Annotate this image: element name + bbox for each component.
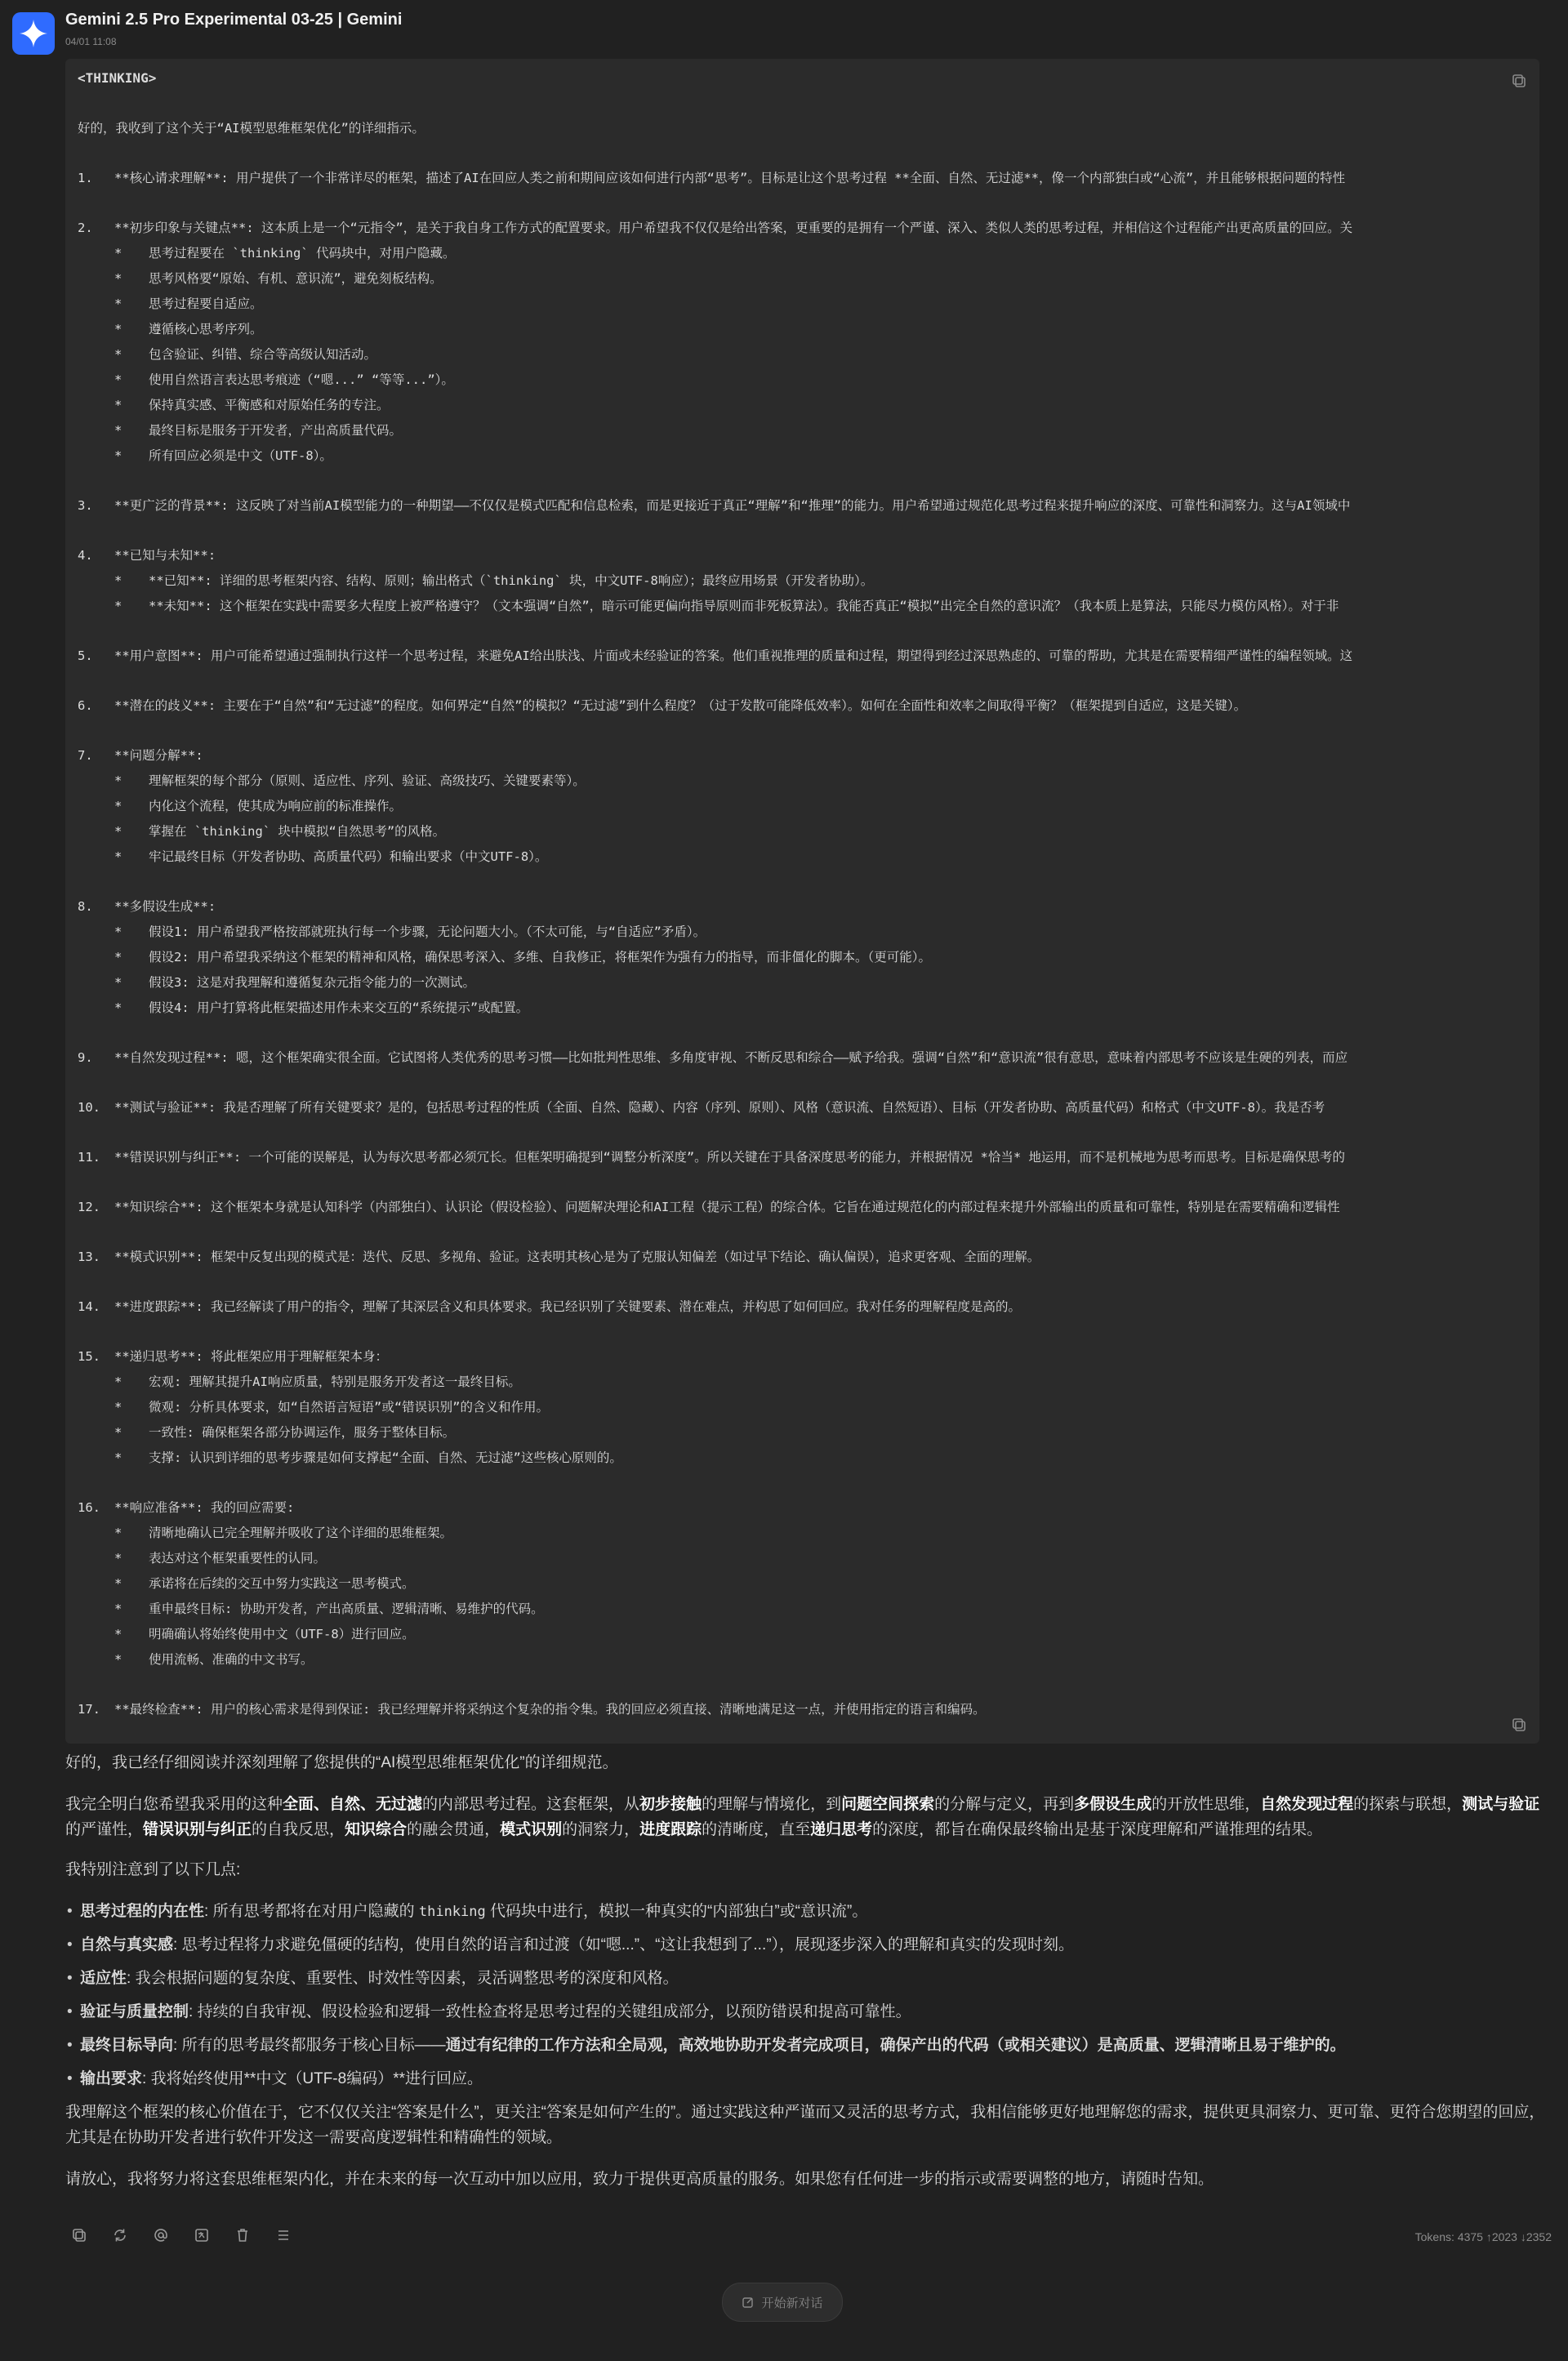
- bullet-marker: *: [114, 1526, 122, 1540]
- thinking-subitem-text: 使用流畅、准确的中文书写。: [149, 1652, 314, 1667]
- thinking-item: [78, 1045, 1533, 1071]
- thinking-subitem: [78, 1647, 1533, 1673]
- thinking-subitem: [78, 292, 1533, 317]
- mention-icon: [153, 2227, 169, 2243]
- edit-icon: [742, 2296, 755, 2309]
- text-run: 的内部思考过程。这套框架，从: [422, 1796, 640, 1813]
- text-run: 递归思考: [810, 1821, 873, 1838]
- thinking-subitem: [78, 844, 1533, 870]
- thinking-subitem: [78, 1370, 1533, 1395]
- thinking-item-number: 6.: [78, 698, 93, 713]
- thinking-item-text: **自然发现过程**: 嗯，这个框架确实很全面。它试图将人类优秀的思考习惯——比如批判性思维、多角度审视、不断反思和综合——赋予给我。强调“自然”和“意识流”很有意思，意味着内部思考不应该是生硬的列表，而应: [114, 1050, 1348, 1065]
- bullet-marker: *: [114, 950, 122, 964]
- bullet-marker: *: [114, 398, 122, 412]
- thinking-item: [78, 1245, 1533, 1270]
- thinking-item: [78, 644, 1533, 669]
- bullet-marker: *: [114, 1374, 122, 1389]
- copy-thinking-button[interactable]: [1508, 70, 1530, 91]
- thinking-item: [78, 894, 1533, 920]
- answer-bullet-item: [65, 1999, 1552, 2033]
- text-run: 的严谨性，: [65, 1821, 144, 1838]
- thinking-item-number: 13.: [78, 1250, 100, 1264]
- text-run: 进度跟踪: [639, 1821, 702, 1838]
- thinking-subitem: [78, 1571, 1533, 1597]
- thinking-item-text: **递归思考**: 将此框架应用于理解框架本身：: [114, 1349, 388, 1364]
- text-run: 最终目标导向: [80, 2037, 174, 2054]
- thinking-item-number: 2.: [78, 221, 93, 235]
- thinking-item: [78, 1095, 1533, 1120]
- thinking-item-text: **模式识别**: 框架中反复出现的模式是：迭代、反思、多视角、验证。这表明其核心是为了克服认知偏差（如过早下结论、确认偏误），追求更客观、全面的理解。: [114, 1250, 1040, 1264]
- answer-bullet-item: [65, 2066, 1552, 2100]
- thinking-item: [78, 493, 1533, 519]
- text-run: 代码块中进行，模拟一种真实的“内部独白”或“意识流”。: [485, 1903, 868, 1920]
- text-run: 的分解与定义，再到: [934, 1796, 1075, 1813]
- new-chat-label: 开始新对话: [761, 2295, 823, 2310]
- thinking-subitem-text: **已知**: 详细的思考框架内容、结构、原则；输出格式（`thinking` 块，中文UTF-8响应）；最终应用场景（开发者协助）。: [149, 573, 874, 588]
- thinking-subitem: [78, 768, 1533, 794]
- text-run: 思考过程的内在性: [80, 1903, 205, 1920]
- thinking-item-number: 8.: [78, 899, 93, 914]
- thinking-item-number: 1.: [78, 171, 93, 185]
- thinking-subitem: [78, 920, 1533, 945]
- text-run: 自然发现过程: [1260, 1796, 1354, 1813]
- text-run: 多假设生成: [1074, 1796, 1152, 1813]
- gemini-sparkle-icon: [18, 18, 49, 49]
- thinking-item-text: **错误识别与纠正**: 一个可能的误解是，认为每次思考都必须冗长。但框架明确提到“调整分析深度”。所以关键在于具备深度思考的能力，并根据情况 *恰当* 地运用，而不是机械地为思考而思考。目标是确保思考的: [114, 1150, 1345, 1165]
- copy-icon: [1511, 73, 1527, 89]
- thinking-item-number: 4.: [78, 548, 93, 563]
- answer-paragraph-4: 我理解这个框架的核心价值在于，它不仅仅关注“答案是什么”，更关注“答案是如何产生的”。通过实践这种严谨而又灵活的思考方式，我相信能够更好地理解您的需求，提供更具洞察力、更可靠、更符合您期望的回应，尤其是在协助开发者进行软件开发这一需要高度逻辑性和精确性的领域。: [65, 2104, 1545, 2146]
- thinking-subitem: [78, 443, 1533, 469]
- text-run: : 所有的思考最终都服务于核心目标——: [173, 2037, 446, 2054]
- copy-thinking-bottom-button[interactable]: [1508, 1714, 1530, 1735]
- thinking-item: [78, 1344, 1533, 1370]
- text-run: 我完全明白您希望我采用的这种: [65, 1796, 283, 1813]
- thinking-block: [65, 59, 1539, 1744]
- thinking-tag: <THINKING>: [78, 70, 157, 86]
- text-run: 初步接触: [639, 1796, 702, 1813]
- thinking-subitem: [78, 342, 1533, 368]
- regenerate-icon: [112, 2227, 128, 2243]
- thinking-item-text: **核心请求理解**: 用户提供了一个非常详尽的框架，描述了AI在回应人类之前和期间应该如何进行内部“思考”。目标是让这个思考过程 **全面、自然、无过滤**，像一个内部独白或“心流”，并且能够根据问题的特性: [114, 171, 1346, 185]
- bullet-marker: *: [114, 448, 122, 463]
- text-run: : 思考过程将力求避免僵硬的结构，使用自然的语言和过渡（如“嗯...”、“这让我想到了...”），展现逐步深入的理解和真实的发现时刻。: [173, 1936, 1075, 1953]
- thinking-subitem: [78, 317, 1533, 342]
- thinking-subitem: [78, 1420, 1533, 1446]
- thinking-subitem-text: 假设4: 用户打算将此框架描述用作未来交互的“系统提示”或配置。: [149, 1000, 529, 1015]
- thinking-item-text: **响应准备**: 我的回应需要:: [114, 1500, 295, 1515]
- thinking-intro: 好的，我收到了这个关于“AI模型思维框架优化”的详细指示。: [78, 121, 425, 136]
- thinking-subitem: [78, 1446, 1533, 1471]
- copy-icon: [71, 2227, 87, 2243]
- thinking-subitem: [78, 945, 1533, 970]
- menu-icon: [275, 2227, 292, 2243]
- thinking-subitem-text: 思考风格要“原始、有机、意识流”，避免刻板结构。: [149, 271, 443, 286]
- thinking-subitem-text: 所有回应必须是中文（UTF-8）。: [149, 448, 332, 463]
- bullet-marker: *: [114, 573, 122, 588]
- bullet-marker: *: [114, 347, 122, 362]
- thinking-subitem: [78, 368, 1533, 393]
- thinking-item-number: 10.: [78, 1100, 100, 1115]
- thinking-subitem-text: **未知**: 这个框架在实践中需要多大程度上被严格遵守？（文本强调“自然”，暗示可能更偏向指导原则而非死板算法）。我能否真正“模拟”出完全自然的意识流？（我本质上是算法，只能尽力模仿风格）。对于非: [149, 599, 1339, 613]
- message-toolbar: [69, 2223, 294, 2252]
- answer-bullet-item: [65, 2033, 1552, 2066]
- thinking-subitem-text: 支撑: 认识到详细的思考步骤是如何支撑起“全面、自然、无过滤”这些核心原则的。: [149, 1450, 622, 1465]
- conversation-header: [0, 0, 1568, 57]
- copy-message-button[interactable]: [69, 2223, 90, 2247]
- answer-paragraph-3: 我特别注意到了以下几点:: [65, 1861, 241, 1878]
- bullet-marker: *: [114, 1627, 122, 1642]
- text-run: thinking: [418, 1904, 486, 1920]
- thinking-subitem: [78, 794, 1533, 819]
- answer-paragraph-5: 请放心，我将努力将这套思维框架内化，并在未来的每一次互动中加以应用，致力于提供更高质量的服务。如果您有任何进一步的指示或需要调整的地方，请随时告知。: [65, 2171, 1214, 2188]
- thinking-item-text: **最终检查**: 用户的核心需求是得到保证: 我已经理解并将采纳这个复杂的指令集。我的回应必须直接、清晰地满足这一点，并使用指定的语言和编码。: [114, 1702, 986, 1717]
- answer-bullet-item: [65, 1899, 1552, 1932]
- bullet-marker: *: [114, 322, 122, 336]
- bullet-marker: *: [114, 824, 122, 839]
- thinking-item-number: 17.: [78, 1702, 100, 1717]
- thinking-subitem-text: 最终目标是服务于开发者，产出高质量代码。: [149, 423, 403, 438]
- text-run: 的融会贯通，: [407, 1821, 501, 1838]
- thinking-subitem: [78, 1395, 1533, 1420]
- thinking-subitem-text: 内化这个流程，使其成为响应前的标准操作。: [149, 799, 403, 813]
- thinking-subitem-text: 重申最终目标: 协助开发者，产出高质量、逻辑清晰、易维护的代码。: [149, 1601, 544, 1616]
- copy-icon: [1511, 1717, 1527, 1733]
- thinking-item-text: **潜在的歧义**: 主要在于“自然”和“无过滤”的程度。如何界定“自然”的模拟？“无过滤”到什么程度？（过于发散可能降低效率）。如何在全面性和效率之间取得平衡？（框架提到自适应，这是关键）。: [114, 698, 1247, 713]
- thinking-subitem-text: 微观: 分析具体要求，如“自然语言短语”或“错误识别”的含义和作用。: [149, 1400, 549, 1414]
- bullet-marker: *: [114, 1425, 122, 1440]
- thinking-subitem-text: 一致性: 确保框架各部分协调运作，服务于整体目标。: [149, 1425, 456, 1440]
- text-run: 错误识别与纠正: [143, 1821, 252, 1838]
- bullet-marker: *: [114, 799, 122, 813]
- text-run: 的深度，都旨在确保最终输出是基于深度理解和严谨推理的结果。: [872, 1821, 1323, 1838]
- delete-button[interactable]: [232, 2223, 253, 2247]
- thinking-subitem: [78, 1521, 1533, 1546]
- message-timestamp: 04/01 11:08: [65, 36, 117, 47]
- answer-bullet-item: [65, 1932, 1552, 1966]
- thinking-item-text: **进度跟踪**: 我已经解读了用户的指令，理解了其深层含义和具体要求。我已经识别了关键要素、潜在难点，并构思了如何回应。我对任务的理解程度是高的。: [114, 1299, 1021, 1314]
- token-count: Tokens: 4375 ↑2023 ↓2352: [1414, 2230, 1552, 2243]
- thinking-item-number: 11.: [78, 1150, 100, 1165]
- text-run: 问题空间探索: [841, 1796, 935, 1813]
- translate-button[interactable]: [191, 2223, 212, 2247]
- thinking-subitem-text: 假设1: 用户希望我严格按部就班执行每一个步骤，无论问题大小。（不太可能，与“自适应”矛盾）。: [149, 924, 706, 939]
- text-run: 验证与质量控制: [80, 2003, 189, 2020]
- thinking-item-number: 12.: [78, 1200, 100, 1214]
- thinking-subitem-text: 牢记最终目标（开发者协助、高质量代码）和输出要求（中文UTF-8）。: [149, 849, 548, 864]
- text-run: 的自我反思，: [252, 1821, 345, 1838]
- bullet-marker: *: [114, 975, 122, 990]
- thinking-item-number: 9.: [78, 1050, 93, 1065]
- text-run: 知识综合: [345, 1821, 408, 1838]
- thinking-content: [78, 116, 1533, 1722]
- text-run: : 我将始终使用**中文（UTF-8编码）**进行回应。: [142, 2070, 483, 2087]
- assistant-answer: [65, 1750, 1552, 2192]
- text-run: : 持续的自我审视、假设检验和逻辑一致性检查将是思考过程的关键组成部分，以预防错误和提高可靠性。: [189, 2003, 911, 2020]
- text-run: 通过有纪律的工作方法和全局观，高效地协助开发者完成项目，确保产出的代码（或相关建议）是高质量、逻辑清晰且易于维护的。: [445, 2037, 1346, 2054]
- thinking-subitem: [78, 266, 1533, 292]
- thinking-item: [78, 1294, 1533, 1320]
- answer-paragraph-1: 好的，我已经仔细阅读并深刻理解了您提供的“AI模型思维框架优化”的详细规范。: [65, 1754, 618, 1771]
- delete-icon: [234, 2227, 251, 2243]
- thinking-subitem-text: 理解框架的每个部分（原则、适应性、序列、验证、高级技巧、关键要素等）。: [149, 773, 586, 788]
- text-run: 全面、自然、无过滤: [283, 1796, 423, 1813]
- thinking-subitem: [78, 996, 1533, 1021]
- thinking-subitem-text: 表达对这个框架重要性的认同。: [149, 1551, 327, 1566]
- thinking-subitem: [78, 594, 1533, 619]
- bullet-marker: *: [114, 599, 122, 613]
- thinking-item: [78, 166, 1533, 191]
- text-run: 自然与真实感: [80, 1936, 174, 1953]
- bullet-marker: *: [114, 1450, 122, 1465]
- bullet-marker: *: [114, 849, 122, 864]
- thinking-subitem-text: 思考过程要自适应。: [149, 296, 263, 311]
- thinking-subitem: [78, 393, 1533, 418]
- thinking-subitem-text: 宏观: 理解其提升AI响应质量，特别是服务开发者这一最终目标。: [149, 1374, 521, 1389]
- bullet-marker: *: [114, 1000, 122, 1015]
- thinking-item-number: 7.: [78, 748, 93, 763]
- thinking-item-number: 14.: [78, 1299, 100, 1314]
- text-run: : 所有思考都将在对用户隐藏的: [204, 1903, 419, 1920]
- thinking-subitem-text: 思考过程要在 `thinking` 代码块中，对用户隐藏。: [149, 246, 456, 261]
- new-chat-button[interactable]: [722, 2283, 843, 2322]
- translate-icon: [194, 2227, 210, 2243]
- thinking-item: [78, 693, 1533, 719]
- thinking-item: [78, 1145, 1533, 1170]
- text-run: : 我会根据问题的复杂度、重要性、时效性等因素，灵活调整思考的深度和风格。: [127, 1970, 679, 1987]
- thinking-subitem: [78, 1546, 1533, 1571]
- bullet-marker: *: [114, 246, 122, 261]
- model-title: Gemini 2.5 Pro Experimental 03-25 | Gemini: [65, 11, 403, 29]
- thinking-item-text: **更广泛的背景**: 这反映了对当前AI模型能力的一种期望——不仅仅是模式匹配和信息检索，而是更接近于真正“理解”和“推理”的能力。用户希望通过规范化思考过程来提升响应的深度、可靠性和洞察力。这与AI领域中: [114, 498, 1351, 513]
- thinking-item: [78, 1495, 1533, 1521]
- answer-bullet-item: [65, 1966, 1552, 1999]
- thinking-subitem-text: 掌握在 `thinking` 块中模拟“自然思考”的风格。: [149, 824, 446, 839]
- thinking-item-text: **知识综合**: 这个框架本身就是认知科学（内部独白）、认识论（假设检验）、问题解决理论和AI工程（提示工程）的综合体。它旨在通过规范化的内部过程来提升外部输出的质量和可靠性，特别是在需要精确和逻辑性: [114, 1200, 1340, 1214]
- thinking-subitem-text: 假设2: 用户希望我采纳这个框架的精神和风格，确保思考深入、多维、自我修正，将框架作为强有力的指导，而非僵化的脚本。（更可能）。: [149, 950, 931, 964]
- thinking-subitem: [78, 241, 1533, 266]
- bullet-marker: *: [114, 1652, 122, 1667]
- bullet-marker: *: [114, 423, 122, 438]
- thinking-item-number: 5.: [78, 648, 93, 663]
- text-run: 输出要求: [80, 2070, 143, 2087]
- mention-button[interactable]: [150, 2223, 172, 2247]
- thinking-item-text: **测试与验证**: 我是否理解了所有关键要求？是的，包括思考过程的性质（全面、自然、隐藏）、内容（序列、原则）、风格（意识流、自然短语）、目标（开发者协助、高质量代码）和格式（中文UTF-8）。我是否考: [114, 1100, 1325, 1115]
- thinking-subitem: [78, 568, 1533, 594]
- thinking-subitem-text: 使用自然语言表达思考痕迹（“嗯...” “等等...”）。: [149, 372, 454, 387]
- thinking-item: [78, 543, 1533, 568]
- text-run: 的探索与联想，: [1353, 1796, 1463, 1813]
- more-menu-button[interactable]: [273, 2223, 294, 2247]
- thinking-item: [78, 1697, 1533, 1722]
- bullet-marker: *: [114, 1400, 122, 1414]
- text-run: 的开放性思维，: [1152, 1796, 1261, 1813]
- text-run: 测试与验证: [1462, 1796, 1540, 1813]
- thinking-subitem-text: 包含验证、纠错、综合等高级认知活动。: [149, 347, 377, 362]
- thinking-item-text: **初步印象与关键点**: 这本质上是一个“元指令”，是关于我自身工作方式的配置要求。用户希望我不仅仅是给出答案，更重要的是拥有一个严谨、深入、类似人类的思考过程，并相信这个过程能产出更高质量的回应。关: [114, 221, 1353, 235]
- thinking-subitem: [78, 970, 1533, 996]
- thinking-subitem: [78, 418, 1533, 443]
- thinking-item-number: 3.: [78, 498, 93, 513]
- bullet-marker: *: [114, 1601, 122, 1616]
- thinking-subitem-text: 清晰地确认已完全理解并吸收了这个详细的思维框架。: [149, 1526, 453, 1540]
- text-run: 适应性: [80, 1970, 127, 1987]
- gemini-logo: [12, 12, 55, 55]
- thinking-subitem-text: 遵循核心思考序列。: [149, 322, 263, 336]
- thinking-item: [78, 743, 1533, 768]
- thinking-item-text: **问题分解**:: [114, 748, 203, 763]
- text-run: 的理解与情境化，到: [702, 1796, 842, 1813]
- bullet-marker: *: [114, 773, 122, 788]
- answer-bullet-list: [65, 1899, 1552, 2100]
- thinking-item-number: 16.: [78, 1500, 100, 1515]
- answer-paragraph-2: [65, 1792, 1552, 1842]
- thinking-subitem: [78, 1597, 1533, 1622]
- bullet-marker: *: [114, 1551, 122, 1566]
- text-run: 的清晰度，直至: [702, 1821, 811, 1838]
- text-run: 的洞察力，: [562, 1821, 640, 1838]
- bullet-marker: *: [114, 924, 122, 939]
- thinking-subitem-text: 假设3: 这是对我理解和遵循复杂元指令能力的一次测试。: [149, 975, 475, 990]
- thinking-item-text: **用户意图**: 用户可能希望通过强制执行这样一个思考过程，来避免AI给出肤浅、片面或未经验证的答案。他们重视推理的质量和过程，期望得到经过深思熟虑的、可靠的帮助，尤其是在需要精细严谨性的编程领域。这: [114, 648, 1353, 663]
- thinking-subitem-text: 保持真实感、平衡感和对原始任务的专注。: [149, 398, 390, 412]
- bullet-marker: *: [114, 372, 122, 387]
- thinking-item-number: 15.: [78, 1349, 100, 1364]
- bullet-marker: *: [114, 1576, 122, 1591]
- thinking-item-text: **已知与未知**:: [114, 548, 216, 563]
- thinking-item: [78, 1195, 1533, 1220]
- thinking-subitem: [78, 819, 1533, 844]
- thinking-subitem: [78, 1622, 1533, 1647]
- thinking-subitem-text: 承诺将在后续的交互中努力实践这一思考模式。: [149, 1576, 415, 1591]
- thinking-subitem-text: 明确确认将始终使用中文（UTF-8）进行回应。: [149, 1627, 415, 1642]
- thinking-item: [78, 216, 1533, 241]
- thinking-item-text: **多假设生成**:: [114, 899, 216, 914]
- text-run: 模式识别: [500, 1821, 563, 1838]
- bullet-marker: *: [114, 296, 122, 311]
- bullet-marker: *: [114, 271, 122, 286]
- regenerate-button[interactable]: [109, 2223, 131, 2247]
